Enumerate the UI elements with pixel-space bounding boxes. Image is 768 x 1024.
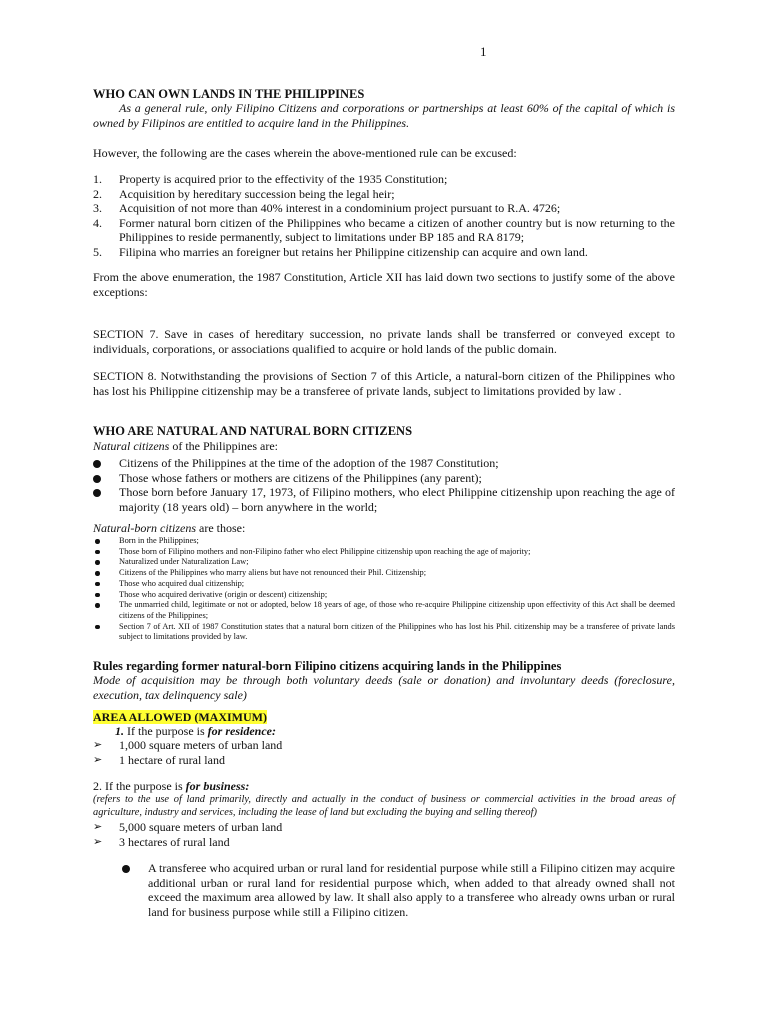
item-text: Born in the Philippines; <box>119 536 199 545</box>
list-item <box>93 600 675 621</box>
item-text: Citizens of the Philippines who marry aliens but have not renounced their Phil. Citizenship; <box>119 568 427 578</box>
item-text: 1,000 square meters of urban land <box>119 738 283 752</box>
natural-citizens-term: Natural citizens <box>93 439 170 453</box>
intro-text: of the Philippines are: <box>169 439 278 453</box>
item-text: Those born of Filipino mothers and non-Filipino father who elect Philippine citizenship upon reaching the age of majority; <box>119 546 531 556</box>
bullet-icon <box>93 489 101 497</box>
residence-purpose-line <box>93 724 675 739</box>
arrow-bullet-icon: ➢ <box>93 834 103 848</box>
arrow-bullet-icon: ➢ <box>93 738 103 751</box>
bullet-icon <box>122 865 130 873</box>
business-limits-list <box>93 820 675 849</box>
item-number: 5. <box>93 244 102 259</box>
list-item <box>93 547 675 558</box>
natural-citizens-list <box>93 456 675 514</box>
natural-citizens-intro <box>93 439 675 454</box>
bullet-icon <box>93 460 101 468</box>
item-text: Citizens of the Philippines at the time of the adoption of the 1987 Constitution; <box>119 456 499 470</box>
item-text: Former natural born citizen of the Philippines who became a citizen of another country but is now returning to the Philippines to reside permanently, subject to limitations under BP 185 and RA 8179; <box>119 215 675 244</box>
list-item <box>93 187 675 202</box>
section-title-rules: Rules regarding former natural-born Filipino citizens acquiring lands in the Philippines <box>93 659 562 673</box>
list-item <box>122 861 675 919</box>
highlighted-heading: AREA ALLOWED (MAXIMUM) <box>93 710 267 724</box>
list-item <box>93 485 675 514</box>
list-item <box>93 201 675 216</box>
item-text: Acquisition by hereditary succession being the legal heir; <box>119 186 395 201</box>
arrow-bullet-icon: ➢ <box>93 820 103 833</box>
item-text: The unmarried child, legitimate or not or adopted, below 18 years of age, of those who re-acquire Philippine citizenship upon effectivity of this Act shall be deemed citizens of the Philippines; <box>119 600 675 620</box>
list-item <box>93 245 675 260</box>
item-text: Those who acquired derivative (origin or descent) citizenship; <box>119 589 328 599</box>
business-definition-note: (refers to the use of land primarily, directly and actually in the conduct of business or commercial activities in the broad areas of agriculture, industry and services, including the lease of land but excluding the buying and selling thereof) <box>93 794 675 818</box>
item-number: 1. <box>93 172 102 186</box>
purpose-text: If the purpose is <box>124 724 208 738</box>
natural-born-list <box>93 536 675 643</box>
list-item <box>93 557 675 568</box>
enumeration-paragraph: From the above enumeration, the 1987 Constitution, Article XII has laid down two sections to justify some of the above exceptions: <box>93 270 675 299</box>
section-8-paragraph: SECTION 8. Notwithstanding the provisions of Section 7 of this Article, a natural-born citizen of the Philippines who has lost his Philippine citizenship may be a transferee of private lands, subject to limitations provided by law . <box>93 369 675 398</box>
bullet-icon <box>95 560 100 565</box>
purpose-text: 2. If the purpose is <box>93 779 186 793</box>
transferee-note-list <box>122 861 675 919</box>
list-item <box>93 471 675 486</box>
list-item <box>93 820 675 835</box>
bullet-icon <box>95 550 100 555</box>
list-item <box>93 216 675 245</box>
item-text: Naturalized under Naturalization Law; <box>119 557 249 567</box>
item-text: Acquisition of not more than 40% interest in a condominium project pursuant to R.A. 4726; <box>119 201 561 215</box>
item-text: Those whose fathers or mothers are citizens of the Philippines (any parent); <box>119 470 482 485</box>
item-text: Filipina who marries an foreigner but retains her Philippine citizenship can acquire and own land. <box>119 244 588 259</box>
exceptions-list <box>93 172 675 259</box>
section-title-natural-citizens: WHO ARE NATURAL AND NATURAL BORN CITIZENS <box>93 424 413 438</box>
bullet-icon <box>95 603 100 608</box>
section-7-paragraph: SECTION 7. Save in cases of hereditary succession, no private lands shall be transferred or conveyed except to individuals, corporations, or associations qualified to acquire or hold lands of the public domain. <box>93 327 675 356</box>
item-text: A transferee who acquired urban or rural land for residential purpose while still a Filipino citizen may acquire additional urban or rural land for residential purpose which, when added to that already owned shall not exceed the maximum area allowed by law. It shall also apply to a transferee who already owns urban or rural land for business purpose while still a Filipino citizen. <box>148 861 675 919</box>
bullet-icon <box>95 593 100 598</box>
item-text: 1 hectare of rural land <box>119 752 225 767</box>
bullet-icon <box>95 582 100 587</box>
residence-limits-list <box>93 738 675 767</box>
mode-of-acquisition: Mode of acquisition may be through both voluntary deeds (sale or donation) and involuntary deeds (foreclosure, execution, tax delinquency sale) <box>93 673 675 702</box>
list-item <box>93 835 675 850</box>
section-title-who-can-own: WHO CAN OWN LANDS IN THE PHILIPPINES <box>93 87 365 101</box>
list-item <box>93 536 675 547</box>
list-item <box>93 622 675 643</box>
item-text: Those who acquired dual citizenship; <box>119 578 245 588</box>
purpose-label: for residence: <box>207 724 276 738</box>
item-text: Those born before January 17, 1973, of Filipino mothers, who elect Philippine citizenship upon reaching the age of majority (18 years old) – born anywhere in the world; <box>119 485 675 514</box>
arrow-bullet-icon: ➢ <box>93 752 103 766</box>
item-text: Property is acquired prior to the effectivity of the 1935 Constitution; <box>119 172 448 186</box>
exceptions-intro: However, the following are the cases wherein the above-mentioned rule can be excused: <box>93 146 517 160</box>
list-item <box>93 753 675 768</box>
bullet-icon <box>93 475 101 483</box>
list-item <box>93 172 675 187</box>
page-number: 1 <box>480 44 487 59</box>
item-text: 5,000 square meters of urban land <box>119 820 283 834</box>
purpose-label: for business: <box>185 779 250 793</box>
item-number: 2. <box>93 186 102 201</box>
list-item <box>93 738 675 753</box>
item-text: 3 hectares of rural land <box>119 834 230 849</box>
purpose-number: 1. <box>115 724 124 738</box>
list-item <box>93 590 675 601</box>
bullet-icon <box>95 625 100 630</box>
list-item <box>93 456 675 471</box>
list-item <box>93 579 675 590</box>
business-purpose-line <box>93 779 675 794</box>
item-number: 4. <box>93 215 102 230</box>
bullet-icon <box>95 571 100 576</box>
natural-born-intro <box>93 521 675 536</box>
intro-text: are those: <box>196 521 246 535</box>
bullet-icon <box>95 539 100 544</box>
list-item <box>93 568 675 579</box>
item-number: 3. <box>93 201 102 215</box>
item-text: Section 7 of Art. XII of 1987 Constitution states that a natural born citizen of the Philippines who has lost his Phil. citizenship may be a transferee of private lands subject to limitations provided by law. <box>119 621 675 642</box>
area-allowed-heading <box>93 710 675 725</box>
general-rule-paragraph: As a general rule, only Filipino Citizens and corporations or partnerships at least 60% of the capital of which is owned by Filipinos are entitled to acquire land in the Philippines. <box>93 101 675 130</box>
natural-born-term: Natural-born citizens <box>93 521 197 535</box>
